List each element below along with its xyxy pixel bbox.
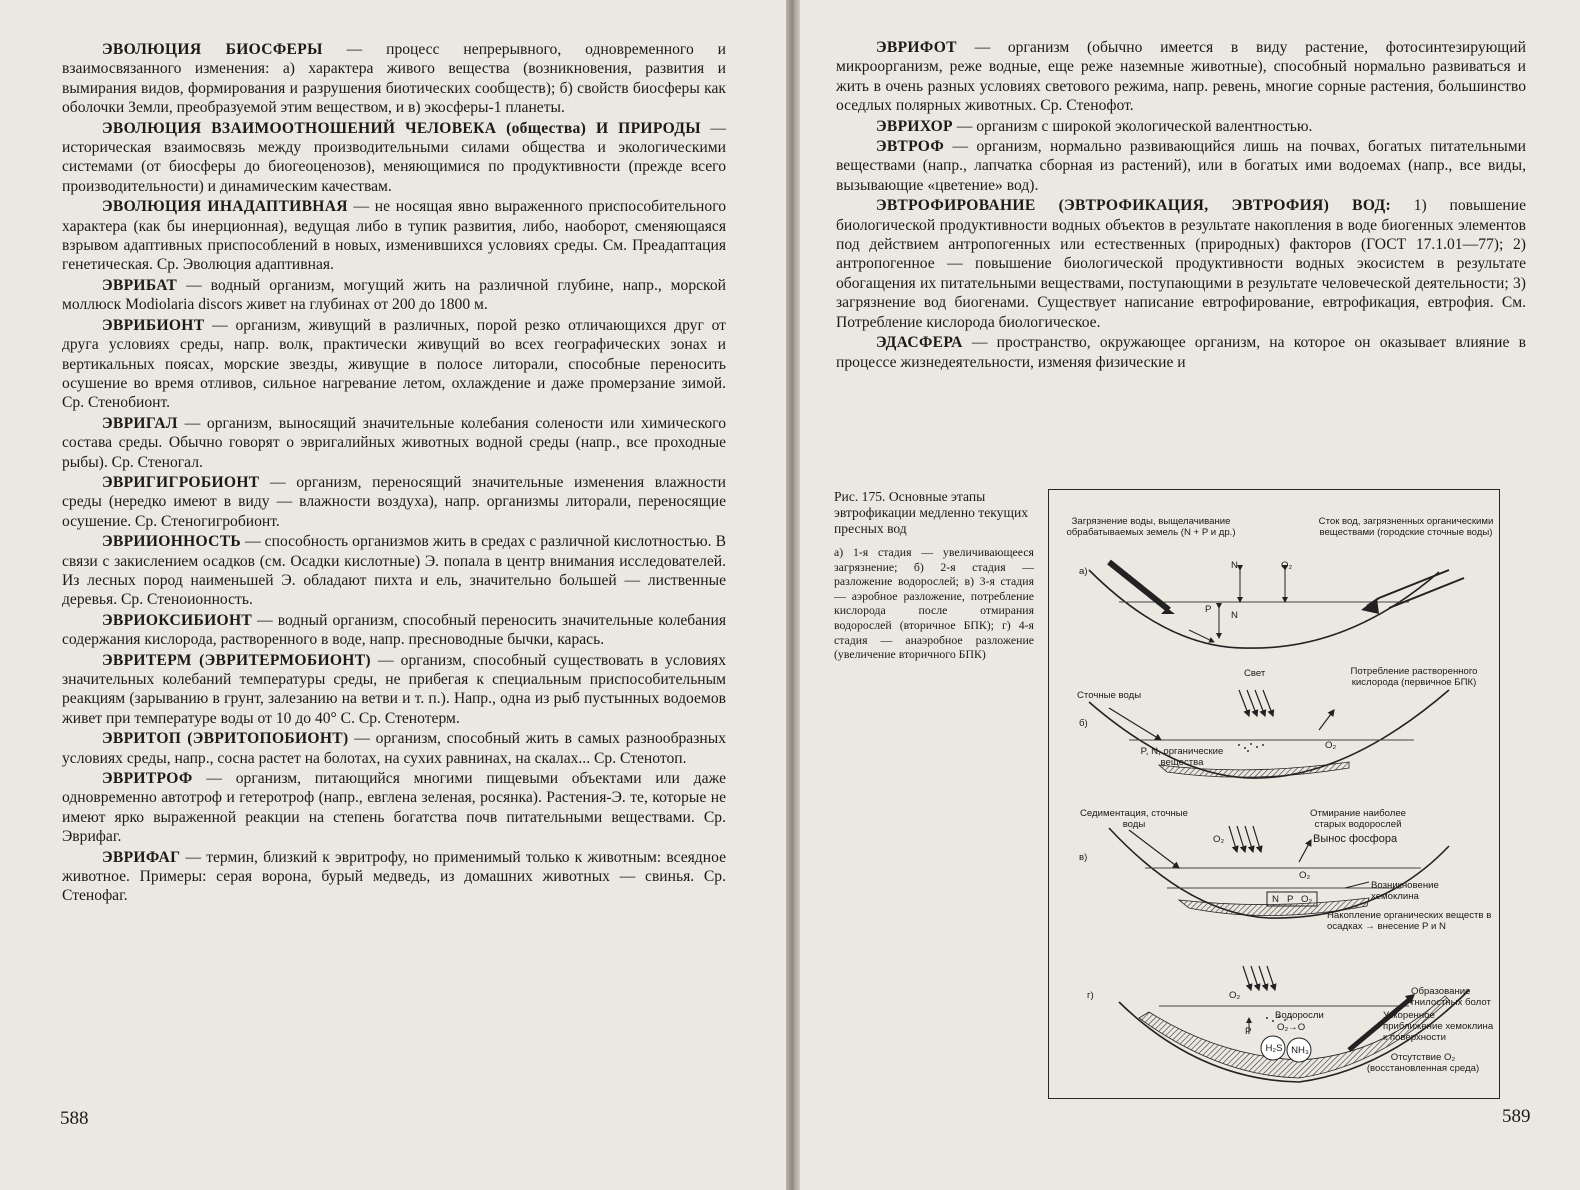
label-b-sewage: Сточные воды [1077,690,1142,701]
dictionary-entry [62,473,726,531]
label-g-tag: г) [1087,990,1094,1001]
entry-text: — пространство, окружающее организм, на которое он оказывает влияние в процессе жизнедеятельности, изменяя физические и [836,334,1526,371]
label-v-o2c: O₂ [1301,894,1313,905]
entry-headword: ЭВРИБАТ [102,276,178,294]
label-b-o2: O₂ [1325,740,1337,751]
entry-text: — историческая взаимосвязь между производительными силами общества и экологическими системами (от биосферы до биогеоценозов), меняющимися по продуктивности (прежде всего производительности) и динамическим качествам. [62,119,726,195]
right-text-column [836,38,1526,373]
label-v-p: P [1287,894,1294,905]
entry-headword: ЭВРИФАГ [102,848,181,866]
entry-text: — процесс непрерывного, одновременного и взаимосвязанного изменения: а) характера живого вещества (возникновения, развития и вымирания видов, формирования и разрушения биотических сообществ); б) свойств биосферы как оболочки Земли, преобразуемой этим веществом, и в) экосферы-1 планеты. [62,41,726,117]
entry-headword: ЭВОЛЮЦИЯ ИНАДАПТИВНАЯ [102,198,348,216]
label-a-runoff: Загрязнение воды, выщелачивание обрабатываемых земель (N + P и др.) [1066,516,1236,538]
book-gutter [786,0,800,1190]
entry-headword: ЭВРИТРОФ [102,770,193,788]
entry-headword: ЭВТРОФ [876,138,945,156]
entry-text: — организм, живущий в различных, порой резко отличающихся друг от друга условиях среды, напр. волк, практически живущий во всех географических зонах и вертикальных поясах, морские звезды, живущие в полосе литорали, способные переносить осушение во время отливов, сильное нагревание летом, охлаждение и даже промерзание зимой. Ср. Стенобионт. [62,316,726,412]
dictionary-entry [62,651,726,729]
page-number: 589 [1502,1106,1531,1127]
dictionary-entry [62,316,726,413]
label-v-sediment-accumulation: Накопление органических веществ в осадках → внесение P и N [1327,910,1492,932]
entry-text: — водный организм, могущий жить на различной глубине, напр., морской моллюск Modiolaria discors живет на глубинах от 200 до 1800 м. [62,276,726,314]
label-b-tag: б) [1079,718,1088,729]
dictionary-entry [62,769,726,847]
eutrophication-figure [1048,489,1500,1099]
entry-headword: ЭВРИГАЛ [102,414,178,432]
dictionary-entry [62,729,726,768]
entry-text: — организм, нормально развивающийся лишь на почвах, богатых питательными веществами (напр., лапчатка сборная из растений), или в богатых ими водоемах (напр., все виды, вызывающие «цветение» вод). [836,138,1526,194]
entry-headword: ЭВРИГИГРОБИОНТ [102,473,260,491]
label-a-sewage: Сток вод, загрязненных органическими веществами (городские сточные воды) [1318,516,1494,538]
dictionary-entry [836,38,1526,116]
label-b-oxygen-consumption: Потребление растворенного кислорода (первичное БПК) [1350,666,1478,688]
label-g-p: P [1245,1026,1252,1037]
dictionary-entry [836,117,1526,136]
entry-text: — организм, способный жить в самых разнообразных условиях среды, напр., сосна растет на болотах, на сухих равнинах, на скалах... Ср. Стенотоп. [62,730,726,767]
page-number: 588 [60,1108,89,1129]
runoff-arrow-left [1109,562,1169,610]
entry-text: — организм, переносящий значительные изменения влажности среды (нередко имеют в виду — влажности воздуха), напр. организмы литорали, переносящие осушение. Ср. Стеногигробионт. [62,473,726,530]
label-b-nutrients: P, N, органические вещества [1140,746,1224,768]
dictionary-entry [62,414,726,472]
dictionary-entry [836,196,1526,332]
label-g-nh3: NH₃ [1291,1045,1309,1056]
dictionary-entry [836,333,1526,372]
label-g-o2: O₂ [1229,990,1241,1001]
dictionary-entry [62,276,726,315]
left-page [0,0,786,1190]
entry-headword: ЭВРИТЕРМ (ЭВРИТЕРМОБИОНТ) [102,651,371,669]
entry-text: — водный организм, способный переносить значительные колебания содержания кислорода, растворенного в воде, напр. пресноводные бычки, карась. [62,611,726,649]
label-g-h2s: H₂S [1265,1043,1283,1054]
entry-headword: ЭВРИИОННОСТЬ [102,533,242,551]
panel-v-stage-3 [1109,826,1449,918]
label-g-swamp: Образование гнилостных болот [1411,986,1491,1008]
left-text-column [62,40,726,907]
dictionary-entry [62,611,726,650]
label-g-o2-reduction: O₂→O [1277,1022,1306,1033]
figure-caption-title: Рис. 175. Основные этапы эвтрофикации медленно текущих пресных вод [834,489,1029,536]
entry-headword: ЭВТРОФИРОВАНИЕ (ЭВТРОФИКАЦИЯ, ЭВТРОФИЯ) ВОД: [876,197,1391,215]
entry-text: — организм, выносящий значительные колебания солености или химического состава среды. Обычно говорят о эвригалийных животных водной среды (напр., все проходные рыбы). Ср. Стеногал. [62,414,726,471]
entry-text: 1) повышение биологической продуктивности водных объектов в результате накопления в воде биогенных элементов под действием антропогенных или естественных (природных) факторов (ГОСТ 17.1.01—77); 2) антропогенное — повышение биологической продуктивности водных экосистем в результате обогащения их питательными веществами, поступающими в результате человеческой деятельности; 3) загрязнение вод биогенами. Существует написание евтрофирование, евтрофикация, евтрофия. См. Потребление кислорода биологическое. [836,197,1527,331]
label-v-sedimentation: Седиментация, сточные воды [1080,808,1188,830]
dictionary-entry [62,119,726,197]
entry-headword: ЭВРИФОТ [876,39,957,56]
right-page [800,0,1580,1190]
figure-caption [834,489,1034,662]
dictionary-entry [62,848,726,906]
entry-headword: ЭДАСФЕРА [876,334,963,352]
label-a-p: P [1205,604,1212,615]
dictionary-entry [62,197,726,275]
entry-text: — организм, способный существовать в условиях значительных колебаний температуры среды, не прибегая к специальным приспособительным реакциям (зарыванию в грунт, залезанию на ветви и т. п.). Напр., одна из рыб пустынных водоемов живет при температуре воды от 10 до 40° С. Ср. Стенотерм. [62,651,726,727]
entry-text: — термин, близкий к эвритрофу, но применимый только к животным: всеядное животное. Примеры: серая ворона, бурый медведь, из домашних животных — свинья. Ср. Стенофаг. [62,848,726,905]
entry-text: — организм с широкой экологической валентностью. [952,117,1313,135]
label-a-n: N [1231,560,1238,571]
entry-headword: ЭВРИХОР [876,117,953,135]
figure-caption-body: а) 1-я стадия — увеличивающееся загрязнение; б) 2-я стадия — разложение водорослей; в) 3-я стадия — аэробное разложение, потребление кислорода после отмирания водорослей (вторичное БПК); г) 4-я стадия — анаэробное разложение (увеличение вторичного БПК) [834,545,1034,662]
label-v-o2b: O₂ [1299,870,1311,881]
entry-headword: ЭВРИОКСИБИОНТ [102,611,253,629]
label-a-o2: O₂ [1281,560,1293,571]
label-g-algae: Водоросли [1275,1010,1324,1021]
entry-text: — организм, питающийся многими пищевыми объектами или даже одновременно автотроф и гетеротроф (напр., евглена зеленая, росянка). Растения-Э. те, которые не имеют ярко выраженной реакции на степень богатства почв питательными веществами. Ср. Эврифаг. [62,770,726,846]
entry-text: — не носящая явно выраженного приспособительного характера (как бы инерционная), ведущая либо в тупик развития, либо, наоборот, сменяющаяся взрывом адаптивных приспособлений в новых, изменившихся условиях среды. См. Преадаптация генетическая. Ср. Эволюция адаптивная. [62,198,726,274]
entry-headword: ЭВРИТОП (ЭВРИТОПОБИОНТ) [102,730,349,748]
panel-a-stage-1 [1089,562,1464,648]
entry-headword: ЭВОЛЮЦИЯ ВЗАИМООТНОШЕНИЙ ЧЕЛОВЕКА (общества) И ПРИРОДЫ [102,119,701,137]
label-v-n: N [1272,894,1279,905]
entry-text: — способность организмов жить в средах с различной кислотностью. В связи с закислением осадков (см. Осадки кислотные) Э. попала в центр внимания исследователей. Из лесных пород наименьшей Э. обладают пихта и ель, значительно большей — лиственные деревья. Ср. Стеноионность. [62,533,726,609]
label-a-n2: N [1231,610,1238,621]
label-v-o2a: O₂ [1213,834,1225,845]
label-g-chemocline-approach: Ускоренное приближение хемоклина к поверхности [1383,1010,1494,1043]
label-g-anoxic: Отсутствие O₂ (восстановленная среда) [1366,1052,1480,1074]
entry-headword: ЭВРИБИОНТ [102,316,205,334]
dictionary-entry [62,532,726,610]
label-b-light: Свет [1244,668,1266,679]
entry-headword: ЭВОЛЮЦИЯ БИОСФЕРЫ [102,41,323,58]
entry-text: — организм (обычно имеется в виду растение, фотосинтезирующий микроорганизм, реже водные, еще реже наземные животные), способный нормально развиваться и жить в очень разных условиях светового режима, напр. ревень, многие сорные растения, большинство оседлых полярных животных. Ср. Стенофот. [836,39,1526,115]
label-v-dying-algae: Отмирание наиболее старых водорослей [1309,808,1407,830]
dictionary-entry [836,137,1526,195]
label-v-tag: в) [1079,852,1088,863]
label-a-tag: а) [1079,566,1088,577]
label-v-chemocline: Возникновение хемоклина [1371,880,1439,902]
label-v-phosphorus-export: Вынос фосфора [1313,833,1398,845]
dictionary-entry [62,40,726,118]
